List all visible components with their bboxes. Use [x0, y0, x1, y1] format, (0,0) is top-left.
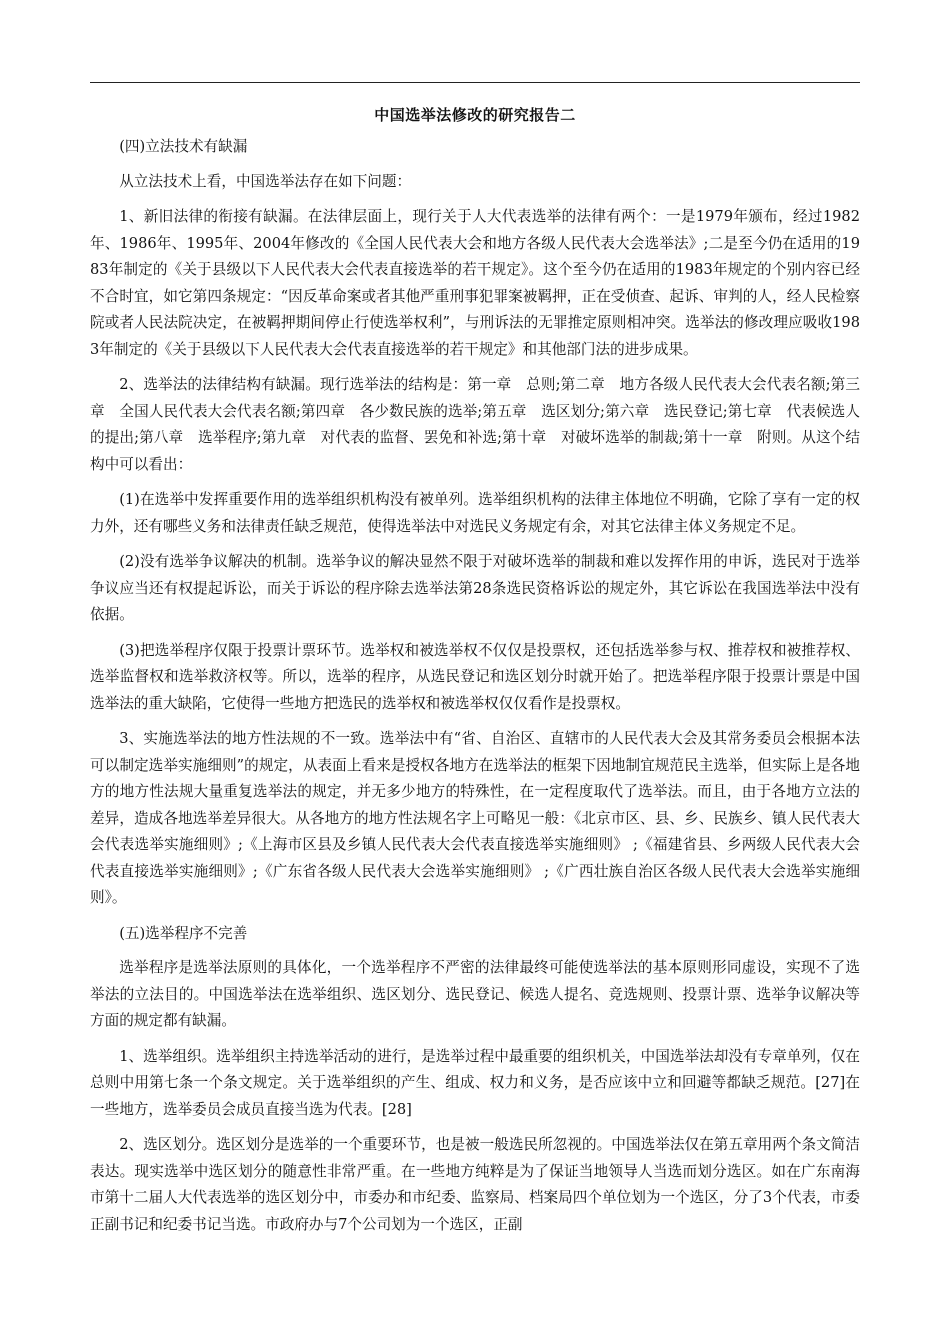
- paragraph-subitem-3: (3)把选举程序仅限于投票计票环节。选举权和被选举权不仅仅是投票权，还包括选举参与权、推荐权和被推荐权、选举监督权和选举救济权等。所以，选举的程序，从选民登记和选区划分时就开始了。把选举程序限于投票计票是中国选举法的重大缺陷，它使得一些地方把选民的选举权和被选举权仅仅看作是投票权。: [90, 641, 860, 712]
- section-heading-4: (四)立法技术有缺漏: [119, 138, 248, 155]
- paragraph-subitem-2: (2)没有选举争议解决的机制。选举争议的解决显然不限于对破坏选举的制裁和难以发挥作用的申诉，选民对于选举争议应当还有权提起诉讼，而关于诉讼的程序除去选举法第28条选民资格诉讼的规定外，其它诉讼在我国选举法中没有依据。: [90, 553, 860, 623]
- paragraph-intro: 从立法技术上看，中国选举法存在如下问题：: [119, 172, 412, 190]
- document-title: 中国选举法修改的研究报告二: [374, 106, 576, 124]
- paragraph-item-3: 3、实施选举法的地方性法规的不一致。选举法中有“省、自治区、直辖市的人民代表大会及其常务委员会根据本法可以制定选举实施细则”的规定，从表面上看来是授权各地方在选举法的框架下因地制宜规范民主选举，但实际上是各地方的地方性法规大量重复选举法的规定，并无多少地方的特殊性，在一定程度取代了选举法。而且，由于各地方立法的差异，造成各地选举差异很大。从各地方的地方性法规名字上可略见一般：《北京市区、县、乡、民族乡、镇人民代表大会代表选举实施细则》;《上海市区县及乡镇人民代表大会代表直接选举实施细则》 ;《福建省县、乡两级人民代表大会代表直接选举实施细则》;《广东省各级人民代表大会选举实施细则》 ;《广西壮族自治区各级人民代表大会选举实施细则》。: [90, 730, 860, 906]
- document-body: [90, 134, 860, 1247]
- document-page: [90, 0, 860, 1344]
- header-rule: [90, 82, 860, 83]
- section-heading-5: (五)选举程序不完善: [119, 924, 248, 942]
- paragraph-procedure-intro: 选举程序是选举法原则的具体化，一个选举程序不严密的法律最终可能使选举法的基本原则形同虚设，实现不了选举法的立法目的。中国选举法在选举组织、选区划分、选民登记、候选人提名、竞选规则、投票计票、选举争议解决等方面的规定都有缺漏。: [90, 959, 860, 1029]
- paragraph-election-organization: 1、选举组织。选举组织主持选举活动的进行，是选举过程中最重要的组织机关，中国选举法却没有专章单列，仅在总则中用第七条一个条文规定。关于选举组织的产生、组成、权力和义务，是否应该中立和回避等都缺乏规范。[27]在一些地方，选举委员会成员直接当选为代表。[28]: [90, 1047, 860, 1118]
- paragraph-item-2: 2、选举法的法律结构有缺漏。现行选举法的结构是：第一章 总则;第二章 地方各级人民代表大会代表名额;第三章 全国人民代表大会代表名额;第四章 各少数民族的选举;第五章 选区划分;第六章 选民登记;第七章 代表候选人的提出;第八章 选举程序;第九章 对代表的监督、罢免和补选;第十章 对破坏选举的制裁;第十一章 附则。从这个结构中可以看出：: [90, 376, 860, 473]
- paragraph-item-1: 1、新旧法律的衔接有缺漏。在法律层面上，现行关于人大代表选举的法律有两个：一是1979年颁布，经过1982年、1986年、1995年、2004年修改的《全国人民代表大会和地方各级人民代表大会选举法》;二是至今仍在适用的1983年制定的《关于县级以下人民代表大会代表直接选举的若干规定》。这个至今仍在适用的1983年规定的个别内容已经不合时宜，如它第四条规定：“因反革命案或者其他严重刑事犯罪案被羁押，正在受侦查、起诉、审判的人，经人民检察院或者人民法院决定，在被羁押期间停止行使选举权利”，与刑诉法的无罪推定原则相冲突。选举法的修改理应吸收1983年制定的《关于县级以下人民代表大会代表直接选举的若干规定》和其他部门法的进步成果。: [90, 208, 860, 358]
- paragraph-district-division: 2、选区划分。选区划分是选举的一个重要环节，也是被一般选民所忽视的。中国选举法仅在第五章用两个条文简洁表达。现实选举中选区划分的随意性非常严重。在一些地方纯粹是为了保证当地领导人当选而划分选区。如在广东南海市第十二届人大代表选举的选区划分中，市委办和市纪委、监察局、档案局四个单位划为一个选区，分了3个代表，市委正副书记和纪委书记当选。市政府办与7个公司划为一个选区，正副: [90, 1136, 860, 1233]
- paragraph-subitem-1: (1)在选举中发挥重要作用的选举组织机构没有被单列。选举组织机构的法律主体地位不明确，它除了享有一定的权力外，还有哪些义务和法律责任缺乏规范，使得选举法中对选民义务规定有余，对其它法律主体义务规定不足。: [90, 491, 860, 535]
